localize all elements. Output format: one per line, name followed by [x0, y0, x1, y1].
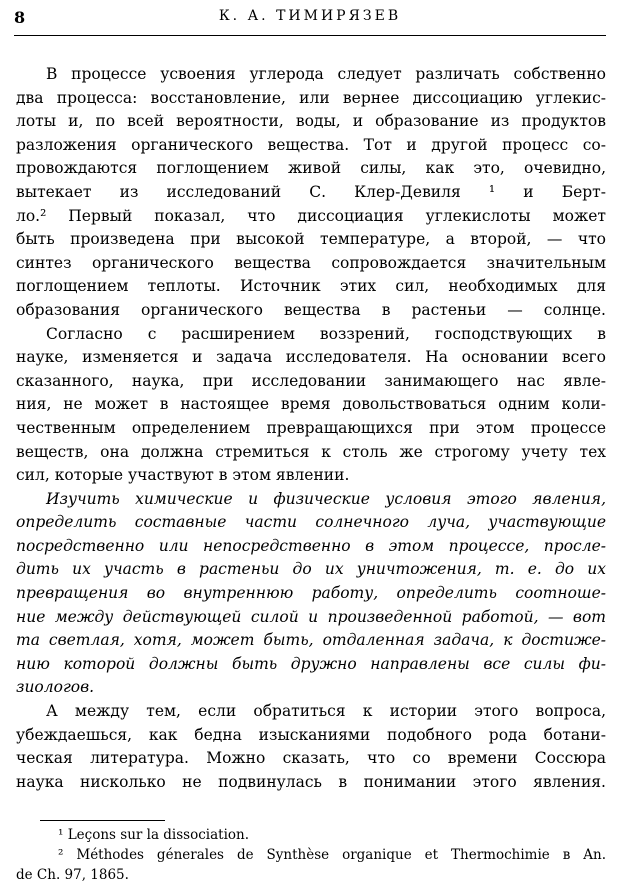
text-line: та светлая, хотя, может быть, отдаленная задача, к достиже-: [16, 631, 606, 650]
text-line: веществ, она должна стремиться к столь же строгому учету тех: [16, 442, 606, 461]
text-line: разложения органического вещества. Тот и другой процесс со-: [16, 135, 606, 154]
text-line: убеждаешься, как бедна изысканиями подобного рода ботани-: [16, 725, 606, 744]
text-line: сказанного, наука, при исследовании занимающего нас явле-: [16, 371, 606, 390]
running-title: К. А. ТИМИРЯЗЕВ: [218, 8, 402, 24]
text-line: ния, не может в настоящее время довольствоваться одним коли-: [16, 395, 606, 414]
text-line: дить их участь в растеньи до их уничтожения, т. е. до их: [16, 560, 606, 579]
text-line: сил, которые участвуют в этом явлении.: [16, 466, 350, 485]
text-line: лоты и, по всей вероятности, воды, и образование из продуктов: [16, 112, 606, 131]
text-line: синтез органического вещества сопровождается значительным: [16, 253, 606, 272]
paragraph: [16, 323, 606, 488]
italic-paragraph: [16, 488, 606, 700]
text-line: ческая литература. Можно сказать, что со времени Соссюра: [16, 749, 606, 768]
text-line: образования органического вещества в растеньи — солнце.: [16, 300, 606, 319]
paragraph: [16, 700, 606, 794]
footnote-2-continuation: de Ch. 97, 1865.: [16, 867, 129, 883]
text-line: ло.² Первый показал, что диссоциация углекислоты может: [16, 206, 606, 225]
text-line: провождаются поглощением живой силы, как это, очевидно,: [16, 159, 606, 178]
text-line: зиологов.: [16, 678, 95, 697]
footnote-2: ² Méthodes génerales de Synthèse organique et Thermochimie в An.: [58, 847, 606, 863]
text-line: быть произведена при высокой температуре, а второй, — что: [16, 230, 606, 249]
footnote-rule: [40, 820, 165, 821]
page-number: 8: [14, 8, 26, 27]
body-text: [16, 63, 606, 794]
paragraph: [16, 63, 606, 323]
footnote-1: ¹ Leçons sur la dissociation.: [58, 827, 250, 843]
header-rule: [14, 35, 606, 36]
text-line: превращения во внутреннюю работу, определить соотноше-: [16, 584, 606, 603]
text-line: определить составные части солнечного луча, участвующие: [16, 513, 606, 532]
text-line: В процессе усвоения углерода следует различать собственно: [46, 65, 606, 83]
text-line: науке, изменяется и задача исследователя. На основании всего: [16, 348, 606, 367]
page-header: [14, 8, 606, 36]
text-line: два процесса: восстановление, или вернее диссоциацию углекис-: [16, 88, 606, 107]
text-line: Согласно с расширением воззрений, господствующих в: [46, 324, 606, 343]
footnotes: [16, 825, 606, 885]
text-line: чественным определением превращающихся при этом процессе: [16, 418, 606, 437]
text-line: ние между действующей силой и произведенной работой, — вот: [16, 607, 606, 626]
text-line: посредственно или непосредственно в этом процессе, просле-: [16, 536, 606, 555]
text-line: Изучить химические и физические условия этого явления,: [46, 489, 606, 508]
text-line: наука нисколько не подвинулась в понимании этого явления.: [16, 772, 606, 791]
text-line: нию которой должны быть дружно направлены все силы фи-: [16, 654, 606, 673]
text-line: вытекает из исследований С. Клер-Девиля ¹ и Берт-: [16, 182, 606, 201]
text-line: А между тем, если обратиться к истории этого вопроса,: [46, 702, 606, 721]
text-line: поглощением теплоты. Источник этих сил, необходимых для: [16, 277, 606, 296]
